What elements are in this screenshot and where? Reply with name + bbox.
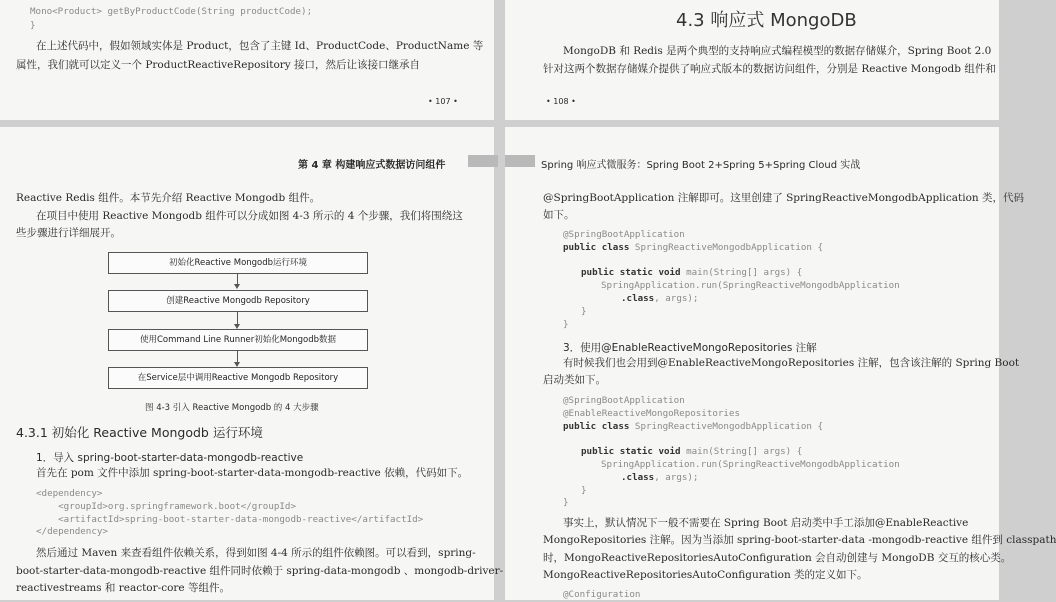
- arrow-down-icon: [234, 284, 240, 289]
- paragraph-line: 有时候我们也会用到@EnableReactiveMongoRepositories 注解，包含该注解的 Spring Boot: [563, 357, 1020, 369]
- step-title: 1．导入 spring-boot-starter-data-mongodb-reactive: [36, 452, 304, 464]
- paragraph-line: 属性，我们就可以定义一个 ProductReactiveRepository 接口，然后让该接口继承自: [16, 59, 421, 71]
- flow-connector: [237, 274, 238, 284]
- header-bar: [505, 155, 535, 167]
- paragraph-line: 些步骤进行详细展开。: [16, 227, 121, 239]
- code-line: [563, 293, 900, 306]
- code-line: [563, 472, 900, 485]
- code-line: @SpringBootApplication: [563, 395, 685, 406]
- paragraph-line: reactivestreams 和 reactor-core 等组件。: [16, 582, 230, 594]
- section-title: 4.3 响应式 MongoDB: [676, 10, 857, 31]
- paragraph-line: 在上述代码中，假如领域实体是 Product，包含了主键 Id、ProductCode、ProductName 等: [36, 40, 484, 52]
- paragraph-line: @SpringBootApplication 注解即可。这里创建了 SpringReactiveMongodbApplication 类，代码: [543, 192, 1025, 204]
- code-line: }: [563, 497, 569, 509]
- code-line: Mono<Product> getByProductCode(String productCode);: [30, 6, 313, 17]
- page-110: [505, 127, 1056, 600]
- page-107: [0, 0, 494, 120]
- flow-step-4: 在Service层中调用Reactive Mongodb Repository: [108, 367, 368, 389]
- paragraph-line: MongoDB 和 Redis 是两个典型的支持响应式编程模型的数据存储媒介，Spring Boot 2.0: [563, 45, 992, 57]
- flow-step-1: 初始化Reactive Mongodb运行环境: [108, 252, 368, 274]
- keyword: .class: [621, 292, 655, 304]
- code-line: [563, 446, 900, 459]
- code-block: [563, 229, 900, 331]
- code-line: <groupId>org.springframework.boot</groupId>: [36, 500, 296, 512]
- paragraph-line: Reactive Redis 组件。本节先介绍 Reactive Mongodb 组件。: [16, 192, 321, 204]
- code-text: SpringReactiveMongodbApplication {: [629, 420, 823, 432]
- keyword: public static void: [581, 446, 681, 458]
- code-brace: }: [30, 20, 36, 31]
- page-109: [0, 127, 504, 600]
- code-line: </dependency>: [36, 526, 108, 538]
- code-text: main(String[] args) {: [680, 446, 803, 458]
- paragraph-line: 启动类如下。: [543, 374, 606, 386]
- page-108: [505, 0, 999, 120]
- code-text: SpringReactiveMongodbApplication {: [629, 241, 823, 253]
- flow-step-3: 使用Command Line Runner初始化Mongodb数据: [108, 329, 368, 351]
- header-bar: [468, 155, 498, 167]
- code-line: [563, 242, 900, 255]
- flow-connector: [237, 312, 238, 324]
- paragraph-line: MongoRepositories 注解。因为当添加 spring-boot-starter-data -mongodb-reactive 组件到 classpath: [543, 534, 1056, 546]
- code-text: , args);: [654, 292, 699, 304]
- code-line: SpringApplication.run(SpringReactiveMongodbApplication: [601, 280, 900, 292]
- code-line: @EnableReactiveMongoRepositories: [563, 407, 741, 419]
- code-line: }: [563, 318, 569, 330]
- code-line: @Configuration: [563, 589, 641, 600]
- code-block: [563, 395, 900, 510]
- code-line: @SpringBootApplication: [563, 229, 685, 240]
- book-header: Spring 响应式微服务：Spring Boot 2+Spring 5+Spring Cloud 实战: [541, 160, 861, 171]
- chapter-header: 第 4 章 构建响应式数据访问组件: [298, 160, 446, 171]
- keyword: .class: [621, 471, 655, 483]
- step-title: 3．使用@EnableReactiveMongoRepositories 注解: [563, 342, 817, 354]
- code-line: SpringApplication.run(SpringReactiveMongodbApplication: [601, 458, 900, 470]
- code-text: main(String[] args) {: [680, 267, 803, 279]
- paragraph-line: 时，MongoReactiveRepositoriesAutoConfiguration 会自动创建与 MongoDB 交互的核心类。: [543, 552, 1012, 564]
- paragraph-line: MongoReactiveRepositoriesAutoConfiguration 类的定义如下。: [543, 569, 868, 581]
- paragraph-line: 针对这两个数据存储媒介提供了响应式版本的数据访问组件，分别是 Reactive Mongodb 组件和: [543, 63, 996, 75]
- page-number: • 108 •: [546, 97, 576, 106]
- paragraph-line: 如下。: [543, 209, 575, 221]
- code-line: }: [581, 305, 587, 317]
- paragraph-line: 然后通过 Maven 来查看组件依赖关系，得到如图 4-4 所示的组件依赖图。可以看到，spring-: [36, 547, 476, 559]
- keyword: public class: [563, 420, 630, 432]
- figure-caption: 图 4-3 引入 Reactive Mongodb 的 4 大步骤: [145, 403, 319, 413]
- paragraph-line: boot-starter-data-mongodb-reactive 组件同时依赖于 spring-data-mongodb 、mongodb-driver-: [16, 565, 504, 577]
- code-line: }: [581, 484, 587, 496]
- code-line: [563, 421, 900, 434]
- flow-connector: [237, 351, 238, 362]
- code-line: <artifactId>spring-boot-starter-data-mongodb-reactive</artifactId>: [36, 513, 424, 525]
- dependency-code: [36, 488, 423, 539]
- paragraph-line: 事实上，默认情况下一般不需要在 Spring Boot 启动类中手工添加@EnableReactive: [563, 517, 969, 529]
- flow-step-2: 创建Reactive Mongodb Repository: [108, 290, 368, 312]
- keyword: public static void: [581, 267, 681, 279]
- code-line: <dependency>: [36, 488, 103, 499]
- subsection-title: 4.3.1 初始化 Reactive Mongodb 运行环境: [16, 425, 263, 440]
- keyword: public class: [563, 241, 630, 253]
- paragraph-line: 首先在 pom 文件中添加 spring-boot-starter-data-mongodb-reactive 依赖，代码如下。: [36, 467, 469, 479]
- code-text: , args);: [654, 471, 699, 483]
- page-number: • 107 •: [428, 97, 458, 106]
- paragraph-line: 在项目中使用 Reactive Mongodb 组件可以分成如图 4-3 所示的 4 个步骤，我们将围绕这: [36, 210, 463, 222]
- code-line: [563, 267, 900, 280]
